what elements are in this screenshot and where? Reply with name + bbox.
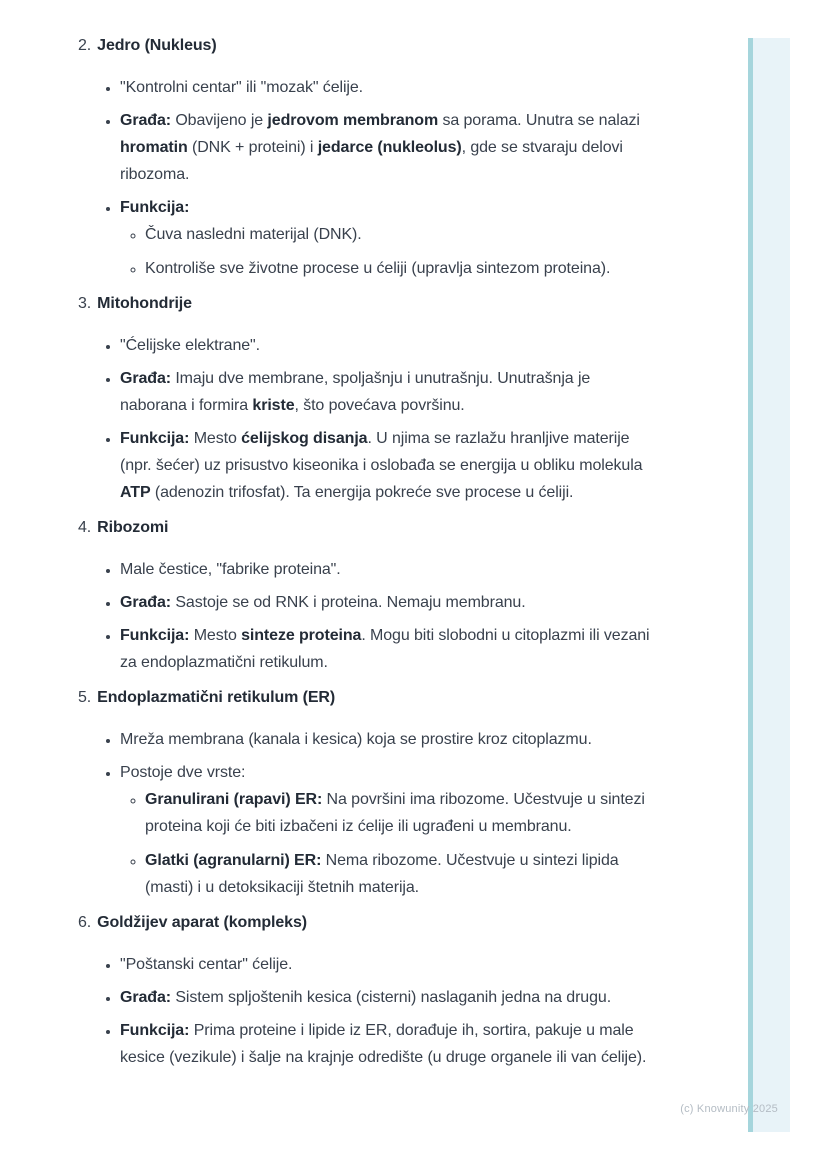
section-number: 3. [78, 295, 92, 312]
text-run: sa porama. Unutra se nalazi [438, 112, 640, 129]
notes-section [78, 909, 650, 1071]
text-run: . Mogu biti slobodni u citoplazmi ili vezani za endoplazmatični retikulum. [120, 627, 650, 671]
section-heading [78, 684, 650, 711]
list-item [120, 107, 650, 188]
bold-text-run: kriste [252, 397, 295, 414]
text-run: Postoje dve vrste: [120, 764, 246, 781]
sub-bullet-list [120, 786, 650, 901]
bold-text-run: sinteze proteina [241, 627, 362, 644]
notes-section [78, 684, 650, 901]
list-item [120, 332, 650, 359]
text-run: Mreža membrana (kanala i kesica) koja se prostire kroz citoplazmu. [120, 731, 592, 748]
list-item [120, 759, 650, 901]
bold-text-run: jedrovom membranom [267, 112, 439, 129]
list-item [120, 984, 650, 1011]
bullet-list [78, 332, 650, 506]
list-item [120, 74, 650, 101]
list-item [120, 951, 650, 978]
right-accent-bar [748, 38, 790, 1132]
notes-list [78, 32, 650, 1071]
bold-text-run: Građa: [120, 989, 171, 1006]
bold-text-run: Glatki (agranularni) ER: [145, 852, 322, 869]
text-run: Mesto [189, 627, 242, 644]
sub-list-item [145, 847, 650, 901]
bold-text-run: Građa: [120, 370, 171, 387]
text-run: (adenozin trifosfat). Ta energija pokreće sve procese u ćeliji. [150, 484, 574, 501]
text-run: Sastoje se od RNK i proteina. Nemaju membranu. [170, 594, 526, 611]
text-run: Čuva nasledni materijal (DNK). [145, 226, 362, 243]
bold-text-run: ćelijskog disanja [241, 430, 368, 447]
bold-text-run: hromatin [120, 139, 188, 156]
bullet-list [78, 951, 650, 1071]
bold-text-run: Granulirani (rapavi) ER: [145, 791, 323, 808]
section-number: 6. [78, 914, 92, 931]
list-item [120, 556, 650, 583]
text-run: Na površini ima ribozome. Učestvuje u sintezi proteina koji će biti izbačeni iz ćelije ili ugrađeni u membranu. [145, 791, 645, 835]
bold-text-run: Funkcija: [120, 1022, 190, 1039]
section-heading [78, 909, 650, 936]
text-run: Nema ribozome. Učestvuje u sintezi lipida (masti) i u detoksikaciji štetnih materija. [145, 852, 619, 896]
bold-text-run: Funkcija: [120, 430, 190, 447]
bold-text-run: Funkcija: [120, 199, 190, 216]
section-number: 5. [78, 689, 92, 706]
list-item [120, 1017, 650, 1071]
sub-list-item [145, 255, 650, 282]
text-run: (DNK + proteini) i [187, 139, 318, 156]
text-run: "Ćelijske elektrane". [120, 337, 260, 354]
section-number: 2. [78, 37, 92, 54]
list-item [120, 622, 650, 676]
bullet-list [78, 556, 650, 676]
bold-text-run: ATP [120, 484, 151, 501]
section-title: Endoplazmatični retikulum (ER) [97, 689, 336, 706]
notes-section [78, 514, 650, 676]
section-title: Goldžijev aparat (kompleks) [97, 914, 307, 931]
list-item [120, 365, 650, 419]
bullet-list [78, 726, 650, 901]
section-title: Ribozomi [97, 519, 169, 536]
list-item [120, 194, 650, 282]
text-run: Mesto [189, 430, 242, 447]
text-run: Male čestice, "fabrike proteina". [120, 561, 341, 578]
bold-text-run: jedarce (nukleolus) [317, 139, 462, 156]
text-run: "Kontrolni centar" ili "mozak" ćelije. [120, 79, 364, 96]
notes-section [78, 32, 650, 282]
text-run: Imaju dve membrane, spoljašnju i unutrašnju. Unutrašnja je naborana i formira [120, 370, 591, 414]
text-run: , što povećava površinu. [294, 397, 465, 414]
text-run: Kontroliše sve životne procese u ćeliji (upravlja sintezom proteina). [145, 260, 611, 277]
section-heading [78, 514, 650, 541]
list-item [120, 425, 650, 506]
text-run: , gde se stvaraju delovi ribozoma. [120, 139, 623, 183]
copyright-watermark: (c) Knowunity 2025 [680, 1103, 778, 1115]
sub-list-item [145, 221, 650, 248]
text-run: Sistem spljoštenih kesica (cisterni) naslaganih jedna na drugu. [170, 989, 612, 1006]
bullet-list [78, 74, 650, 282]
text-run: Prima proteine i lipide iz ER, dorađuje ih, sortira, pakuje u male kesice (vezikule) i šalje na krajnje odredište (u druge organele ili van ćelije). [120, 1022, 647, 1066]
section-heading [78, 290, 650, 317]
bold-text-run: Građa: [120, 112, 171, 129]
text-run: . U njima se razlažu hranljive materije (npr. šećer) uz prisustvo kiseonika i oslobađa se energija u obliku molekula [120, 430, 643, 474]
section-title: Mitohondrije [97, 295, 192, 312]
text-run: Obavijeno je [170, 112, 268, 129]
list-item [120, 589, 650, 616]
section-title: Jedro (Nukleus) [97, 37, 217, 54]
list-item [120, 726, 650, 753]
notes-content [78, 32, 650, 1079]
section-heading [78, 32, 650, 59]
sub-bullet-list [120, 221, 650, 282]
bold-text-run: Građa: [120, 594, 171, 611]
bold-text-run: Funkcija: [120, 627, 190, 644]
notes-section [78, 290, 650, 506]
section-number: 4. [78, 519, 92, 536]
sub-list-item [145, 786, 650, 840]
text-run: "Poštanski centar" ćelije. [120, 956, 293, 973]
